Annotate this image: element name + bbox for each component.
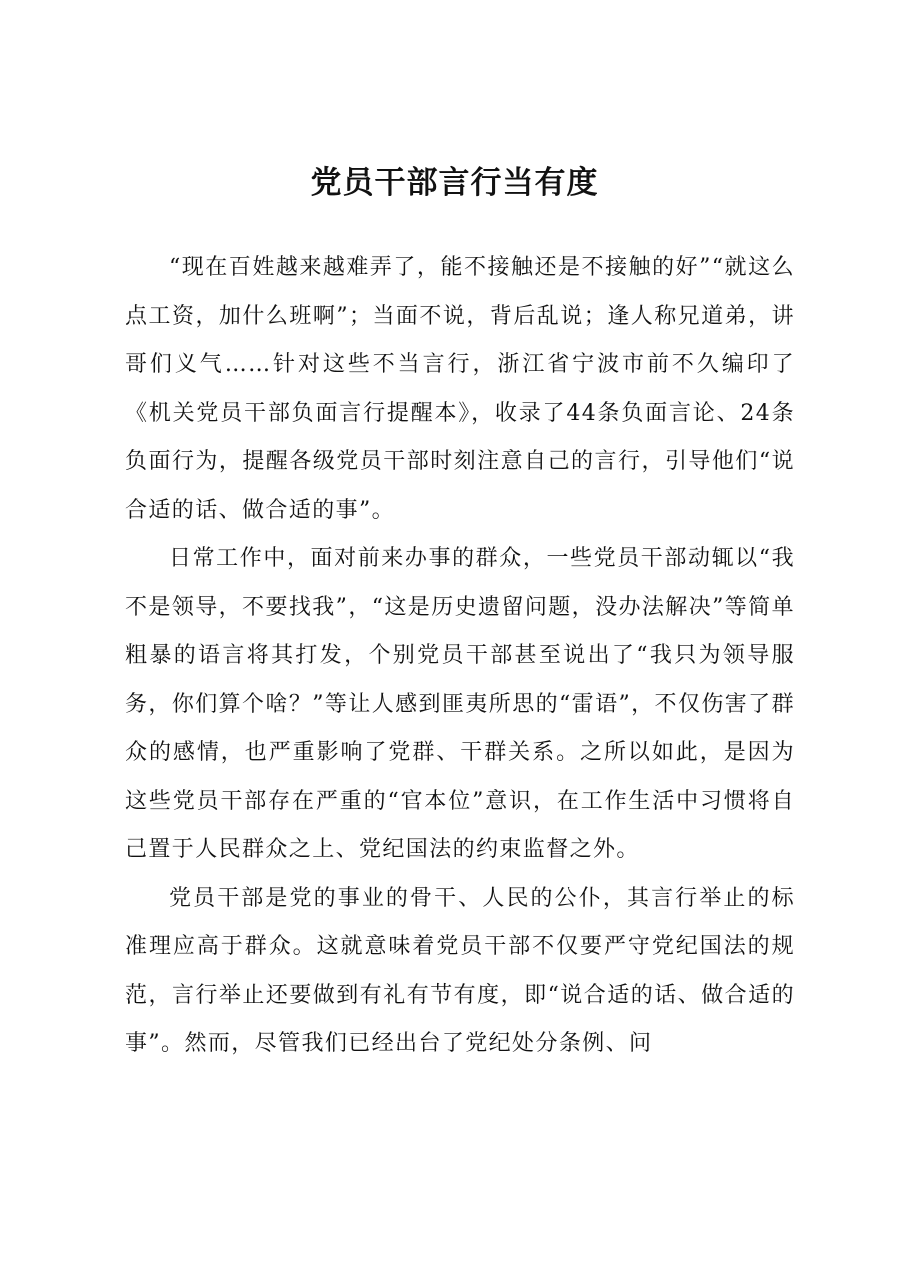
paragraph-1: “现在百姓越来越难弄了，能不接触还是不接触的好”“就这么点工资，加什么班啊”；当面不说，背后乱说；逢人称兄道弟，讲哥们义气……针对这些不当言行，浙江省宁波市前不久编印了《机关党员干部负面言行提醒本》，收录了44条负面言论、24条负面行为，提醒各级党员干部时刻注意自己的言行，引导他们“说合适的话、做合适的事”。 (125, 255, 795, 523)
paragraph-3: 党员干部是党的事业的骨干、人民的公仆，其言行举止的标准理应高于群众。这就意味着党员干部不仅要严守党纪国法的规范，言行举止还要做到有礼有节有度，即“说合适的话、做合适的事”。然而，尽管我们已经出台了党纪处分条例、问 (125, 885, 795, 1056)
document-body (125, 244, 795, 1069)
document-title: 党员干部言行当有度 (310, 165, 599, 201)
paragraph-2: 日常工作中，面对前来办事的群众，一些党员干部动辄以“我不是领导，不要找我”，“这是历史遗留问题，没办法解决”等简单粗暴的语言将其打发，个别党员干部甚至说出了“我只为领导服务，你们算个啥？”等让人感到匪夷所思的“雷语”，不仅伤害了群众的感情，也严重影响了党群、干群关系。之所以如此，是因为这些党员干部存在严重的“官本位”意识，在工作生活中习惯将自己置于人民群众之上、党纪国法的约束监督之外。 (125, 546, 795, 862)
